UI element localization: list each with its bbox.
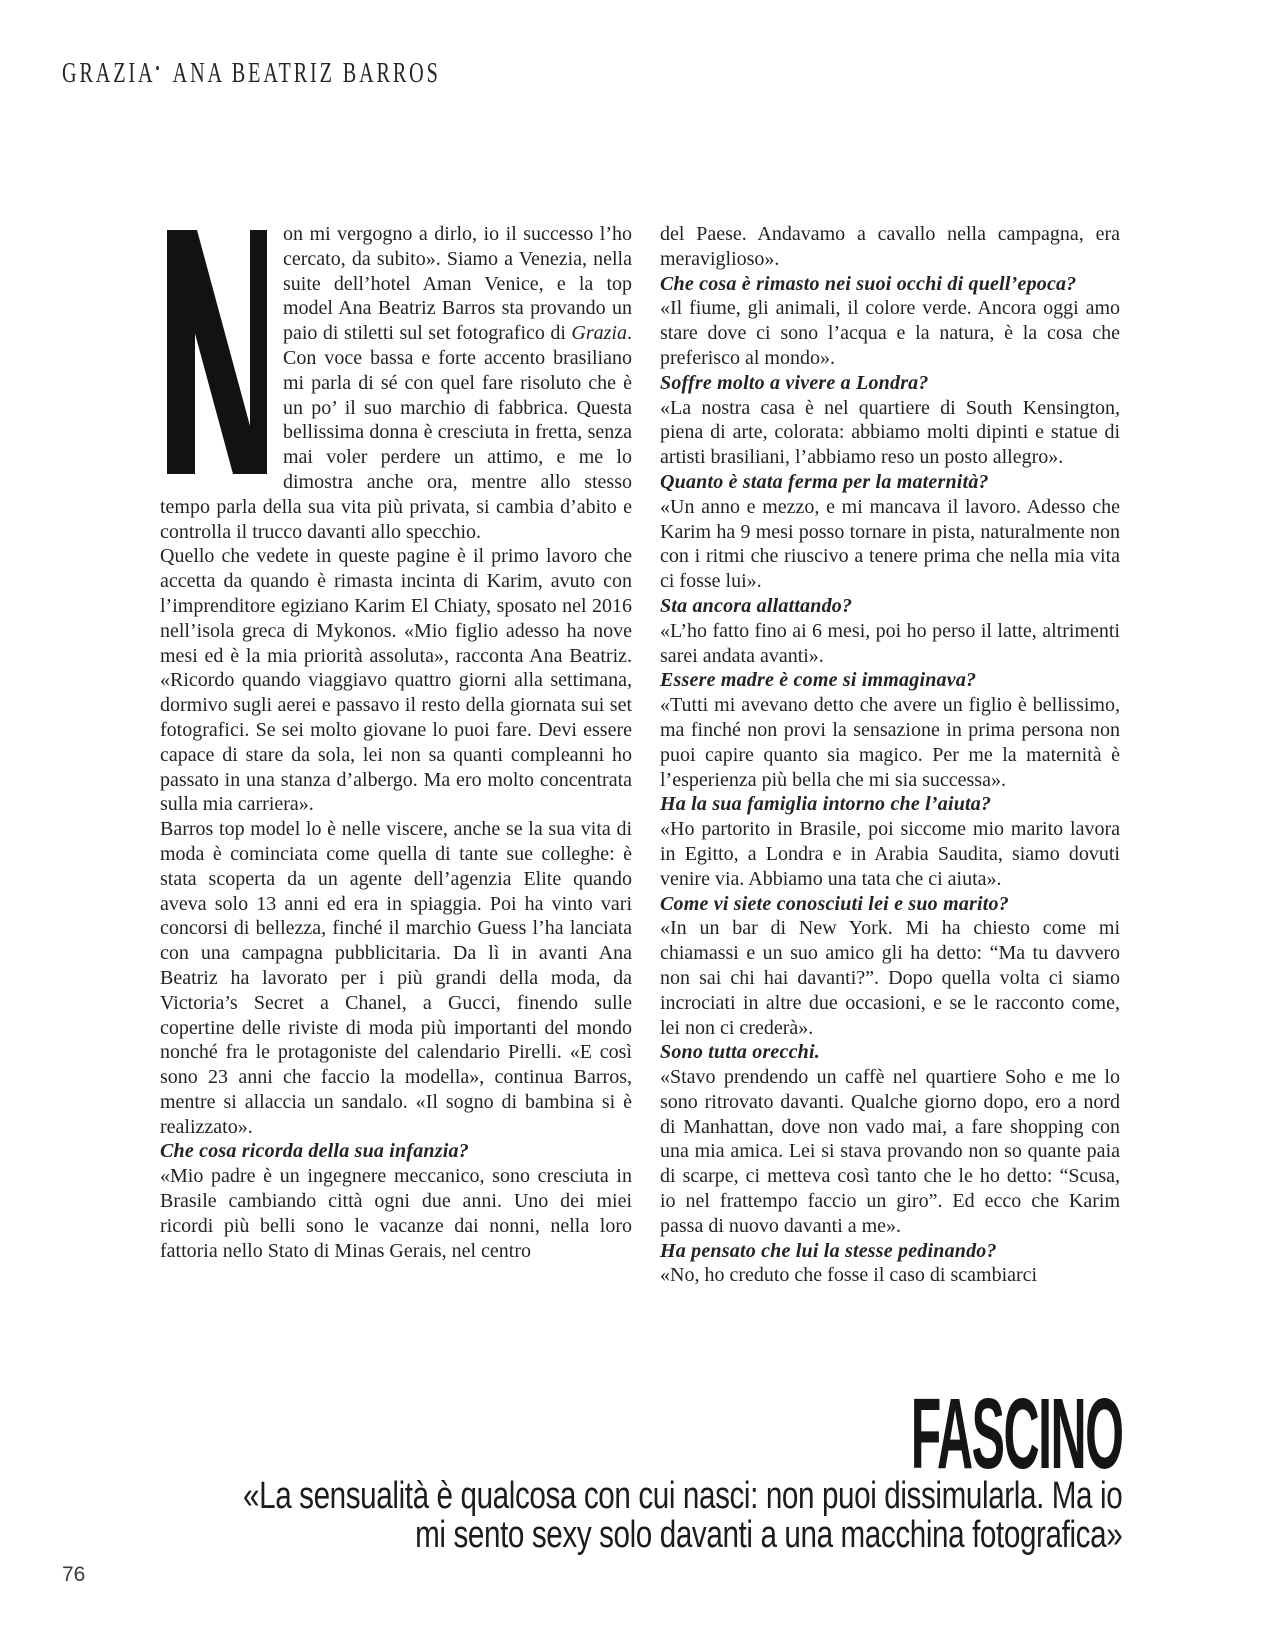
- pull-quote-line: mi sento sexy solo davanti a una macchina fotografica»: [414, 1514, 1122, 1556]
- interview-question: Quanto è stata ferma per la maternità?: [660, 470, 989, 493]
- interview-answer: «Tutti mi avevano detto che avere un figlio è bellissimo, ma finché non provi la sensazione in prima persona non puoi capire quanto sia magico. Per me la maternità è l’esperienza più bella che mi sia successa».: [660, 694, 1120, 791]
- interview-question: Che cosa ricorda della sua infanzia?: [160, 1140, 469, 1163]
- magazine-brand: GRAZIA: [62, 58, 156, 89]
- intro-text-run: . Con voce bassa e forte accento brasiliano mi parla di sé con quel fare risoluto che è un po’ il suo marchio di fabbrica. Questa bellissima donna è cresciuta in fretta, senza mai voler perdere un attimo, e me lo dimostra anche ora, mentre allo stesso tempo parla della sua vita più privata, si cambia d’abito e controlla il trucco davanti allo specchio.: [160, 322, 632, 543]
- dropcap-letter-n: [166, 222, 268, 474]
- interview-question: Che cosa è rimasto nei suoi occhi di quell’epoca?: [660, 272, 1077, 295]
- pull-quote: [243, 1477, 1122, 1555]
- interview-answer: «Stavo prendendo un caffè nel quartiere Soho e me lo sono ritrovato davanti. Qualche giorno dopo, ero a nord di Manhattan, dove non vado mai, a fare shopping con una mia amica. Lei si stava provando non so quante paia di scarpe, ci metteva così tanto che le ho detto: “Scusa, io nel frattempo faccio un giro”. Ed ecco che Karim passa di nuovo davanti a me».: [660, 1066, 1120, 1237]
- interview-question: Essere madre è come si immaginava?: [660, 669, 977, 692]
- interview-answer: «No, ho creduto che fosse il caso di scambiarci: [660, 1264, 1038, 1287]
- section-headline: FASCINO: [910, 1378, 1122, 1490]
- page-header: [62, 58, 441, 90]
- interview-answer: «La nostra casa è nel quartiere di South Kensington, piena di arte, colorata: abbiamo molti dipinti e statue di artisti brasiliani, l’abbiamo reso un posto allegro».: [660, 396, 1120, 469]
- interview-answer: «L’ho fatto fino ai 6 mesi, poi ho perso il latte, altrimenti sarei andata avanti».: [660, 619, 1120, 667]
- interview-answer: «Il fiume, gli animali, il colore verde. Ancora oggi amo stare dove ci sono l’acqua e la natura, è la cosa che preferisco al mondo».: [660, 297, 1120, 369]
- article-column-2: [660, 222, 1120, 1288]
- interview-question: Come vi siete conosciuti lei e suo marito?: [660, 892, 1009, 915]
- interview-answer: «Un anno e mezzo, e mi mancava il lavoro. Adesso che Karim ha 9 mesi posso tornare in pista, naturalmente non con i ritmi che riuscivo a tenere prima che nella mia vita ci fosse lui».: [660, 495, 1120, 593]
- paragraph: Barros top model lo è nelle viscere, anche se la sua vita di moda è cominciata come quella di tante sue colleghe: è stata scoperta da un agente dell’agenzia Elite quando aveva solo 13 anni ed era in spiaggia. Poi ha vinto vari concorsi di bellezza, finché il marchio Guess l’ha lanciata con una campagna pubblicitaria. Da lì in avanti Ana Beatriz ha lavorato per i più grandi della moda, da Victoria’s Secret a Chanel, a Gucci, finendo sulle copertine delle riviste di moda più importanti del mondo nonché fra le protagoniste del calendario Pirelli. «E così sono 23 anni che faccio la modella», continua Barros, mentre si allaccia un sandalo. «Il sogno di bambina si è realizzato».: [160, 818, 632, 1138]
- pull-quote-line: «La sensualità è qualcosa con cui nasci: non puoi dissimularla. Ma io: [242, 1475, 1122, 1517]
- interview-answer: del Paese. Andavamo a cavallo nella campagna, era meraviglioso».: [660, 223, 1120, 270]
- magazine-name-italic: Grazia: [571, 322, 627, 345]
- header-model-name: ANA BEATRIZ BARROS: [172, 58, 441, 89]
- article-body: [160, 222, 1120, 1288]
- interview-question: Ha pensato che lui la stesse pedinando?: [660, 1239, 997, 1262]
- header-bullet: •: [155, 58, 160, 78]
- page-number: 76: [62, 1563, 86, 1586]
- dropcap-n-glyph: [166, 230, 268, 474]
- paragraph: Quello che vedete in queste pagine è il primo lavoro che accetta da quando è rimasta incinta di Karim, avuto con l’imprenditore egiziano Karim El Chiaty, sposato nel 2016 nell’isola greca di Mykonos. «Mio figlio adesso ha nove mesi ed è la mia priorità assoluta», racconta Ana Beatriz. «Ricordo quando viaggiavo quattro giorni alla settimana, dormivo sugli aerei e passavo il resto della giornata sui set fotografici. Se sei molto giovane lo puoi fare. Devi essere capace di stare da sola, lei non sa quanti compleanni ho passato in una stanza d’albergo. Ma ero molto concentrata sulla mia carriera».: [160, 545, 632, 816]
- interview-answer: «In un bar di New York. Mi ha chiesto come mi chiamassi e un suo amico gli ha detto: “Ma tu davvero non sai chi hai davanti?”. Dopo quella volta ci siamo incrociati in altre due occasioni, e se le racconto come, lei non ci crederà».: [660, 917, 1120, 1039]
- interview-answer: «Mio padre è un ingegnere meccanico, sono cresciuta in Brasile cambiando città ogni due anni. Uno dei miei ricordi più belli sono le vacanze dai nonni, nella loro fattoria nello Stato di Minas Gerais, nel centro: [160, 1165, 632, 1262]
- intro-text-run: on mi vergogno a dirlo, io il successo l’ho cercato, da subito». Siamo a Venezia, nella suite dell’hotel Aman Venice, e la top model Ana Beatriz Barros sta provando un paio di stiletti sul set fotografico di: [283, 223, 632, 345]
- interview-answer: «Ho partorito in Brasile, poi siccome mio marito lavora in Egitto, a Londra e in Arabia Saudita, siamo dovuti venire via. Abbiamo una tata che ci aiuta».: [660, 818, 1120, 890]
- interview-question: Sta ancora allattando?: [660, 594, 853, 617]
- interview-question: Ha la sua famiglia intorno che l’aiuta?: [660, 793, 992, 816]
- article-column-1: [160, 222, 632, 1288]
- interview-question: Sono tutta orecchi.: [660, 1041, 820, 1064]
- paragraph-intro: [160, 222, 632, 544]
- interview-question: Soffre molto a vivere a Londra?: [660, 371, 929, 394]
